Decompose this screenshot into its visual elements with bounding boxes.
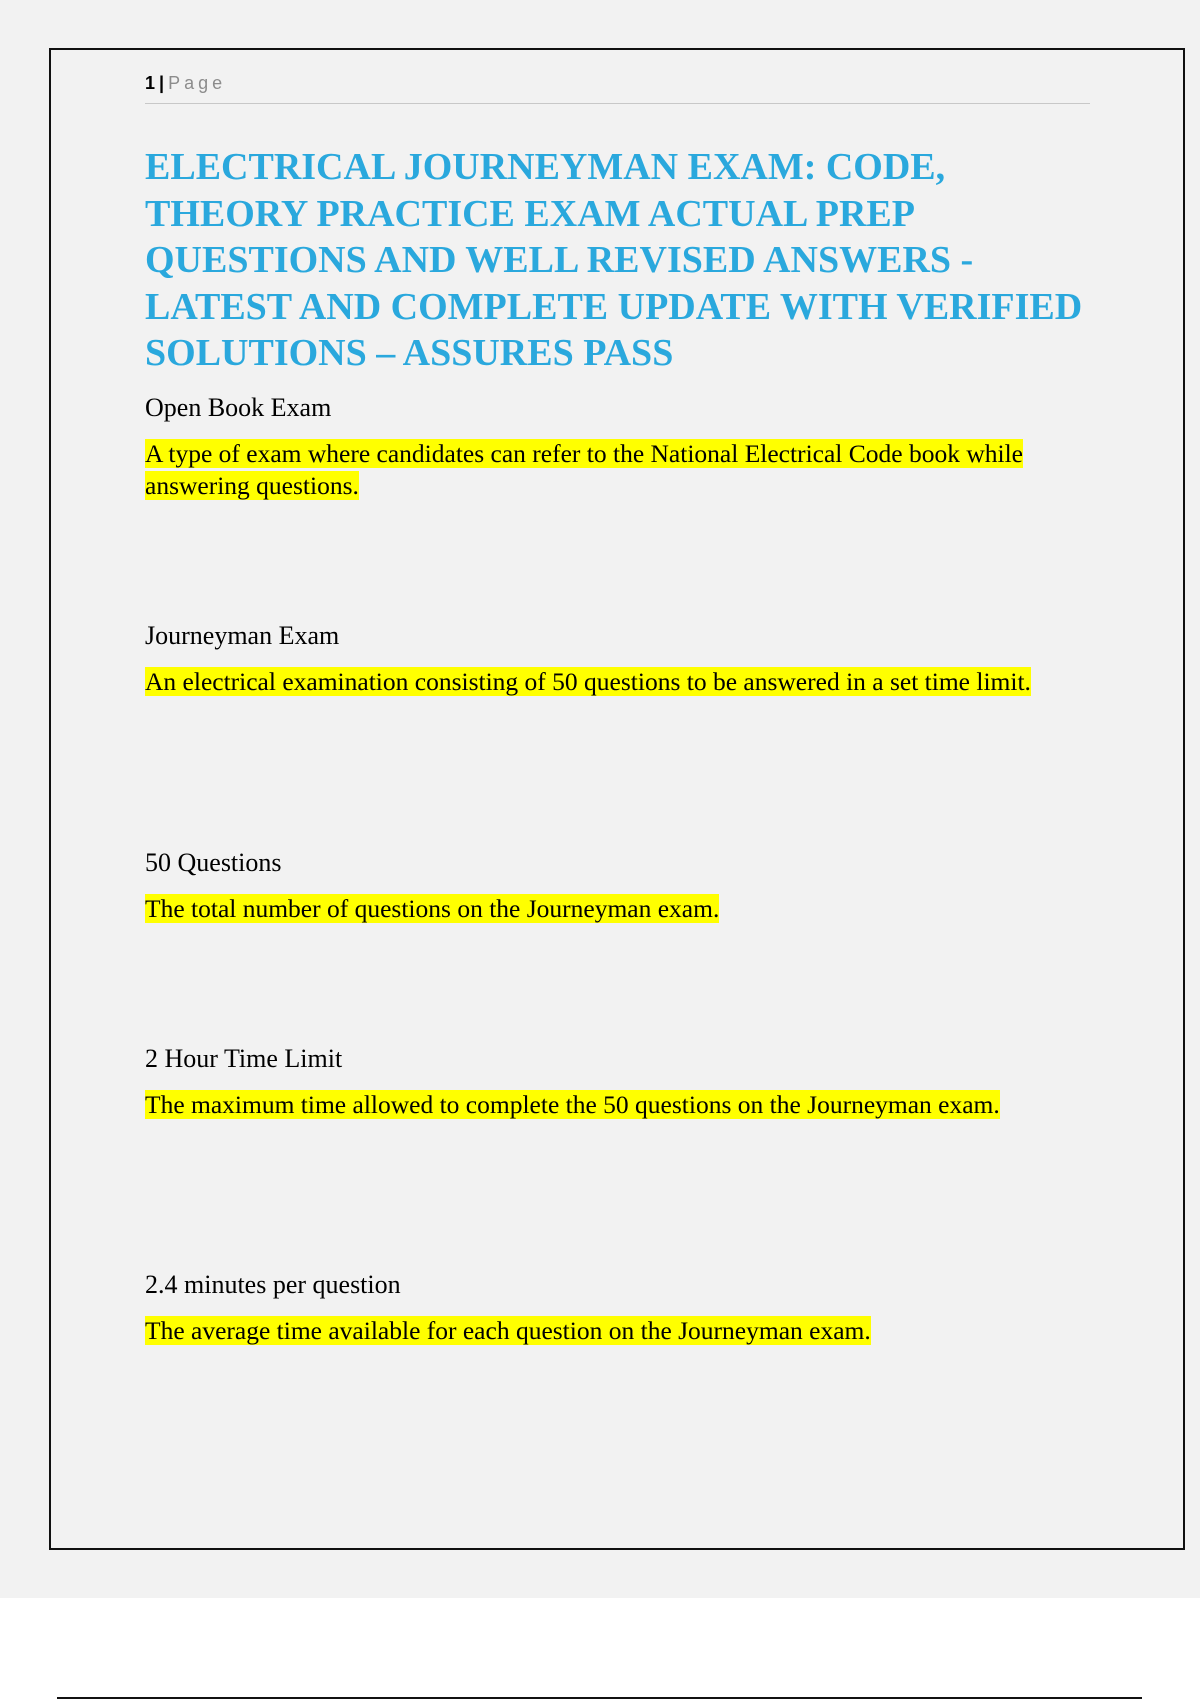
qa-entry bbox=[145, 392, 1090, 502]
answer-definition bbox=[145, 1089, 1090, 1121]
page-header bbox=[145, 70, 1090, 104]
page-number: 1 bbox=[145, 73, 156, 93]
qa-entry bbox=[145, 620, 1090, 698]
next-page-border bbox=[57, 1697, 1142, 1699]
document-title: ELECTRICAL JOURNEYMAN EXAM: CODE, THEORY PRACTICE EXAM ACTUAL PREP QUESTIONS AND WELL REVISED ANSWERS - LATEST AND COMPLETE UPDATE WITH VERIFIED SOLUTIONS – ASSURES PASS bbox=[145, 146, 1083, 374]
answer-highlight: The maximum time allowed to complete the 50 questions on the Journeyman exam. bbox=[145, 1090, 1000, 1119]
answer-definition bbox=[145, 893, 1090, 925]
answer-definition bbox=[145, 1315, 1090, 1347]
answer-highlight: An electrical examination consisting of 50 questions to be answered in a set time limit. bbox=[145, 667, 1031, 696]
answer-highlight: The average time available for each question on the Journeyman exam. bbox=[145, 1316, 871, 1345]
qa-entry bbox=[145, 847, 1090, 925]
question-term: Open Book Exam bbox=[145, 393, 332, 422]
page-separator: | bbox=[159, 73, 165, 93]
answer-highlight: The total number of questions on the Journeyman exam. bbox=[145, 894, 720, 923]
question-term: 50 Questions bbox=[145, 848, 282, 877]
question-term: 2 Hour Time Limit bbox=[145, 1044, 343, 1073]
answer-definition bbox=[145, 438, 1090, 502]
qa-entry bbox=[145, 1269, 1090, 1347]
qa-entry bbox=[145, 1043, 1090, 1121]
page-label: Page bbox=[168, 73, 227, 93]
answer-definition bbox=[145, 666, 1090, 698]
question-term: Journeyman Exam bbox=[145, 621, 340, 650]
answer-highlight: A type of exam where candidates can refer to the National Electrical Code book while answering questions. bbox=[145, 439, 1023, 500]
question-term: 2.4 minutes per question bbox=[145, 1270, 401, 1299]
